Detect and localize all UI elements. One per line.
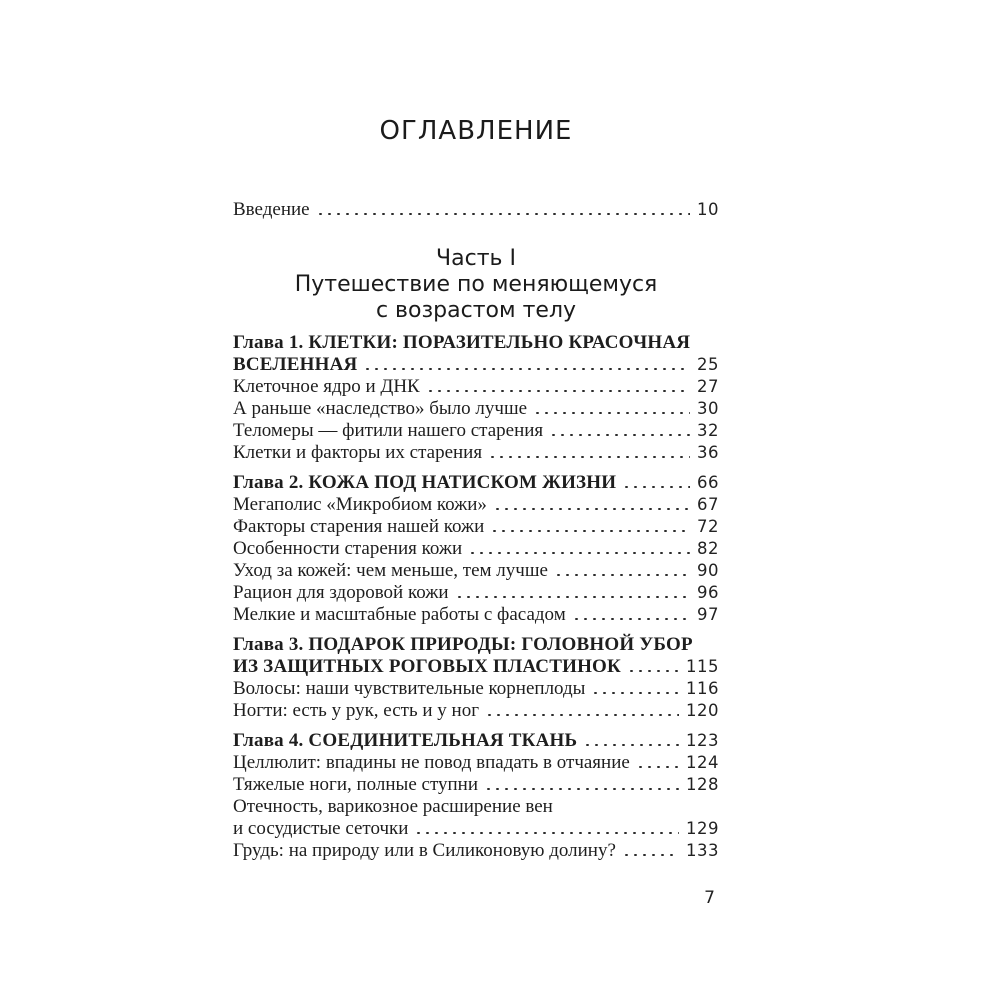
entry-text: Мегаполис «Микробиом кожи» (233, 494, 487, 515)
entry-row (233, 656, 719, 678)
toc-entry (233, 560, 719, 582)
entry-row (233, 354, 719, 376)
entry-text: и сосудистые сеточки (233, 818, 409, 839)
entry-text: Клетки и факторы их старения (233, 442, 483, 463)
entry-page-number: 25 (697, 355, 719, 374)
entry-page-number: 116 (686, 679, 719, 698)
toc-chapter-entry (233, 634, 719, 678)
entry-row (233, 582, 719, 604)
entry-text-line: Отечность, варикозное расширение вен (233, 796, 553, 817)
entry-text-line: Глава 3. ПОДАРОК ПРИРОДЫ: ГОЛОВНОЙ УБОР (233, 634, 693, 655)
entry-page-number: 115 (686, 657, 719, 676)
page-number: 7 (704, 888, 715, 908)
toc-entry (233, 752, 719, 774)
entry-row (233, 774, 719, 796)
entry-row (233, 678, 719, 700)
dot-leader (493, 508, 690, 510)
entry-row (233, 420, 719, 442)
dot-leader (468, 552, 690, 554)
entry-text: Особенности старения кожи (233, 538, 463, 559)
dot-leader (533, 412, 690, 414)
entry-text: Глава 2. КОЖА ПОД НАТИСКОМ ЖИЗНИ (233, 472, 617, 493)
entry-page-number: 27 (697, 377, 719, 396)
toc-chapter-entry (233, 730, 719, 752)
entry-page-number: 10 (697, 200, 719, 219)
toc-entry (233, 538, 719, 560)
entry-row (233, 398, 719, 420)
dot-leader (549, 434, 690, 436)
toc-entry (233, 376, 719, 398)
page-title: ОГЛАВЛЕНИЕ (379, 116, 573, 146)
entry-text: Грудь: на природу или в Силиконовую долину? (233, 840, 616, 861)
toc-entry (233, 700, 719, 722)
toc-entry (233, 796, 719, 840)
entry-page-number: 36 (697, 443, 719, 462)
entry-text: Уход за кожей: чем меньше, тем лучше (233, 560, 548, 581)
dot-leader (622, 486, 690, 488)
entry-row (233, 818, 719, 840)
toc-chapter-entry (233, 472, 719, 494)
entry-page-number: 82 (697, 539, 719, 558)
entry-row (233, 560, 719, 582)
dot-leader (622, 854, 679, 856)
toc-entry (233, 398, 719, 420)
entry-row (233, 494, 719, 516)
entry-text: Мелкие и масштабные работы с фасадом (233, 604, 566, 625)
toc-entry (233, 840, 719, 862)
entry-page-number: 128 (686, 775, 719, 794)
dot-leader (316, 213, 690, 215)
dot-leader (636, 766, 679, 768)
entry-page-number: 123 (686, 731, 719, 750)
toc-entry (233, 420, 719, 442)
toc (233, 199, 719, 862)
entry-page-number: 90 (697, 561, 719, 580)
part-title-line: Путешествие по меняющемуся (294, 272, 658, 297)
dot-leader (490, 530, 690, 532)
entry-page-number: 66 (697, 473, 719, 492)
entry-text: Рацион для здоровой кожи (233, 582, 449, 603)
toc-chapter-entry (233, 332, 719, 376)
entry-page-number: 133 (686, 841, 719, 860)
entry-text: Тяжелые ноги, полные ступни (233, 774, 478, 795)
entry-page-number: 97 (697, 605, 719, 624)
entry-page-number: 96 (697, 583, 719, 602)
entry-text: ВСЕЛЕННАЯ (233, 354, 358, 375)
part-heading (233, 246, 719, 324)
entry-page-number: 72 (697, 517, 719, 536)
toc-entry (233, 516, 719, 538)
entry-row (233, 700, 719, 722)
entry-text: Введение (233, 199, 310, 220)
entry-text: Ногти: есть у рук, есть и у ног (233, 700, 479, 721)
toc-entry (233, 604, 719, 626)
part-label: Часть I (436, 246, 516, 271)
toc-entry (233, 442, 719, 464)
entry-page-number: 129 (686, 819, 719, 838)
entry-row (233, 840, 719, 862)
dot-leader (484, 788, 679, 790)
toc-entry (233, 199, 719, 221)
entry-text: Факторы старения нашей кожи (233, 516, 485, 537)
entry-text-line: Глава 1. КЛЕТКИ: ПОРАЗИТЕЛЬНО КРАСОЧНАЯ (233, 332, 691, 353)
entry-row (233, 752, 719, 774)
entry-row (233, 199, 719, 221)
dot-leader (554, 574, 690, 576)
entry-text: ИЗ ЗАЩИТНЫХ РОГОВЫХ ПЛАСТИНОК (233, 656, 622, 677)
toc-entry (233, 494, 719, 516)
entry-row (233, 376, 719, 398)
dot-leader (627, 670, 679, 672)
dot-leader (485, 714, 679, 716)
dot-leader (414, 832, 679, 834)
dot-leader (488, 456, 690, 458)
entry-text: Волосы: наши чувствительные корнеплоды (233, 678, 586, 699)
entry-text: Глава 4. СОЕДИНИТЕЛЬНАЯ ТКАНЬ (233, 730, 578, 751)
entry-page-number: 124 (686, 753, 719, 772)
entry-row (233, 538, 719, 560)
entry-text: Клеточное ядро и ДНК (233, 376, 420, 397)
toc-entry (233, 582, 719, 604)
entry-page-number: 30 (697, 399, 719, 418)
dot-leader (583, 744, 679, 746)
entry-row (233, 472, 719, 494)
dot-leader (426, 390, 690, 392)
toc-entry (233, 678, 719, 700)
book-page (233, 0, 719, 908)
entry-page-number: 67 (697, 495, 719, 514)
entry-page-number: 32 (697, 421, 719, 440)
dot-leader (591, 692, 679, 694)
entry-row (233, 442, 719, 464)
dot-leader (572, 618, 690, 620)
entry-row (233, 604, 719, 626)
entry-text: Целлюлит: впадины не повод впадать в отчаяние (233, 752, 630, 773)
part-title-line: с возрастом телу (375, 298, 577, 323)
dot-leader (363, 368, 690, 370)
entry-text: Теломеры — фитили нашего старения (233, 420, 544, 441)
entry-row (233, 730, 719, 752)
dot-leader (455, 596, 690, 598)
entry-row (233, 516, 719, 538)
entry-page-number: 120 (686, 701, 719, 720)
toc-entry (233, 774, 719, 796)
entry-text: А раньше «наследство» было лучше (233, 398, 528, 419)
